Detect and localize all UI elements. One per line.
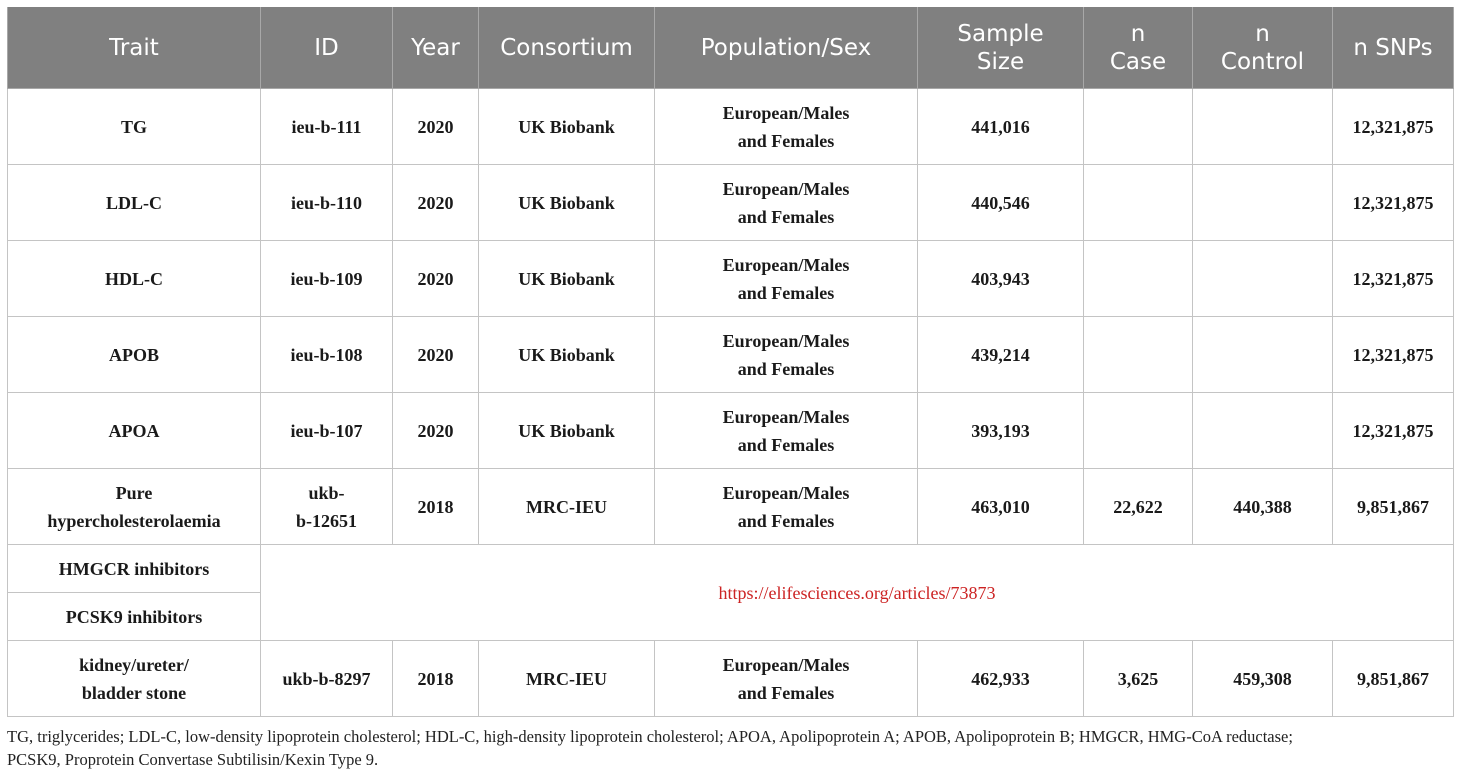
cell-n-snps: 12,321,875 — [1333, 241, 1454, 317]
cell-population — [655, 241, 918, 317]
header-n-control-line1: n — [1255, 20, 1270, 47]
cell-consortium: UK Biobank — [479, 165, 655, 241]
trait-line2: hypercholesterolaemia — [47, 510, 221, 531]
cell-trait — [8, 641, 261, 717]
cell-id: ieu-b-108 — [261, 317, 393, 393]
cell-n-case — [1084, 89, 1193, 165]
cell-id: ieu-b-110 — [261, 165, 393, 241]
header-n-case-line2: Case — [1109, 48, 1167, 75]
cell-trait: PCSK9 inhibitors — [8, 593, 261, 641]
table-footnote — [7, 725, 1455, 771]
cell-n-control — [1193, 89, 1333, 165]
population-line1: European/Males — [722, 178, 850, 199]
gwas-summary-table — [7, 7, 1454, 717]
header-n-case — [1084, 7, 1193, 89]
cell-n-snps: 9,851,867 — [1333, 469, 1454, 545]
population-line2: and Females — [737, 682, 835, 703]
cell-trait: APOB — [8, 317, 261, 393]
cell-n-case — [1084, 393, 1193, 469]
cell-n-case: 3,625 — [1084, 641, 1193, 717]
cell-id: ieu-b-107 — [261, 393, 393, 469]
header-sample-size-line2: Size — [976, 48, 1025, 75]
footnote-line1: TG, triglycerides; LDL-C, low-density lipoprotein cholesterol; HDL-C, high-density lipoprotein cholesterol; APOA, Apolipoprotein A; APOB, Apolipoprotein B; HMGCR, HMG-CoA reductase; — [7, 727, 1293, 746]
cell-sample-size: 439,214 — [918, 317, 1084, 393]
cell-sample-size: 440,546 — [918, 165, 1084, 241]
population-line2: and Females — [737, 130, 835, 151]
cell-n-snps: 12,321,875 — [1333, 89, 1454, 165]
cell-n-case — [1084, 165, 1193, 241]
population-line2: and Females — [737, 358, 835, 379]
cell-n-snps: 12,321,875 — [1333, 317, 1454, 393]
table-row-hdl-c — [8, 241, 1454, 317]
cell-n-control — [1193, 317, 1333, 393]
cell-trait: TG — [8, 89, 261, 165]
population-line2: and Females — [737, 434, 835, 455]
cell-population — [655, 89, 918, 165]
trait-line2: bladder stone — [81, 682, 187, 703]
header-population: Population/Sex — [655, 7, 918, 89]
cell-year: 2020 — [393, 317, 479, 393]
header-sample-size — [918, 7, 1084, 89]
cell-population — [655, 393, 918, 469]
cell-n-control — [1193, 241, 1333, 317]
cell-trait: LDL-C — [8, 165, 261, 241]
cell-n-snps: 12,321,875 — [1333, 393, 1454, 469]
table-row-hmgcr-inhibitors — [8, 545, 1454, 593]
cell-trait: APOA — [8, 393, 261, 469]
cell-population — [655, 165, 918, 241]
header-id: ID — [261, 7, 393, 89]
cell-sample-size: 441,016 — [918, 89, 1084, 165]
cell-n-case: 22,622 — [1084, 469, 1193, 545]
table-row-apoa — [8, 393, 1454, 469]
table-row-pure-hypercholesterolaemia — [8, 469, 1454, 545]
inhibitors-link[interactable]: https://elifesciences.org/articles/73873 — [261, 545, 1454, 641]
header-consortium: Consortium — [479, 7, 655, 89]
table-header-row — [8, 7, 1454, 89]
footnote-line2: PCSK9, Proprotein Convertase Subtilisin/Kexin Type 9. — [7, 750, 379, 769]
cell-n-control — [1193, 165, 1333, 241]
cell-n-snps: 9,851,867 — [1333, 641, 1454, 717]
cell-year: 2018 — [393, 641, 479, 717]
population-line1: European/Males — [722, 254, 850, 275]
trait-line1: kidney/ureter/ — [79, 654, 189, 675]
data-table-container — [7, 7, 1453, 717]
population-line2: and Females — [737, 206, 835, 227]
cell-id — [261, 469, 393, 545]
cell-consortium: UK Biobank — [479, 241, 655, 317]
header-n-case-line1: n — [1130, 20, 1146, 47]
cell-trait — [8, 469, 261, 545]
cell-consortium: UK Biobank — [479, 317, 655, 393]
cell-year: 2020 — [393, 393, 479, 469]
header-n-control-line2: Control — [1220, 48, 1305, 75]
cell-n-control: 459,308 — [1193, 641, 1333, 717]
cell-consortium: MRC-IEU — [479, 469, 655, 545]
table-row-kidney-stone — [8, 641, 1454, 717]
population-line1: European/Males — [722, 406, 850, 427]
cell-year: 2020 — [393, 165, 479, 241]
cell-sample-size: 393,193 — [918, 393, 1084, 469]
cell-sample-size: 462,933 — [918, 641, 1084, 717]
cell-year: 2020 — [393, 241, 479, 317]
population-line1: European/Males — [722, 654, 850, 675]
cell-n-case — [1084, 241, 1193, 317]
population-line1: European/Males — [722, 482, 850, 503]
id-line1: ukb- — [308, 482, 345, 503]
cell-consortium: UK Biobank — [479, 393, 655, 469]
cell-trait: HMGCR inhibitors — [8, 545, 261, 593]
cell-population — [655, 317, 918, 393]
population-line1: European/Males — [722, 330, 850, 351]
cell-n-snps: 12,321,875 — [1333, 165, 1454, 241]
cell-population — [655, 641, 918, 717]
cell-trait: HDL-C — [8, 241, 261, 317]
cell-n-control — [1193, 393, 1333, 469]
cell-sample-size: 403,943 — [918, 241, 1084, 317]
header-year: Year — [393, 7, 479, 89]
table-row-tg — [8, 89, 1454, 165]
population-line1: European/Males — [722, 102, 850, 123]
population-line2: and Females — [737, 510, 835, 531]
cell-year: 2018 — [393, 469, 479, 545]
cell-consortium: UK Biobank — [479, 89, 655, 165]
table-row-apob — [8, 317, 1454, 393]
table-row-ldl-c — [8, 165, 1454, 241]
population-line2: and Females — [737, 282, 835, 303]
cell-n-case — [1084, 317, 1193, 393]
header-trait: Trait — [8, 7, 261, 89]
id-line2: b-12651 — [295, 510, 357, 531]
trait-line1: Pure — [115, 482, 153, 503]
header-sample-size-line1: Sample — [957, 20, 1044, 47]
header-n-snps: n SNPs — [1333, 7, 1454, 89]
cell-population — [655, 469, 918, 545]
cell-id: ieu-b-109 — [261, 241, 393, 317]
cell-id: ukb-b-8297 — [261, 641, 393, 717]
cell-year: 2020 — [393, 89, 479, 165]
cell-id: ieu-b-111 — [261, 89, 393, 165]
cell-sample-size: 463,010 — [918, 469, 1084, 545]
cell-n-control: 440,388 — [1193, 469, 1333, 545]
cell-consortium: MRC-IEU — [479, 641, 655, 717]
header-n-control — [1193, 7, 1333, 89]
